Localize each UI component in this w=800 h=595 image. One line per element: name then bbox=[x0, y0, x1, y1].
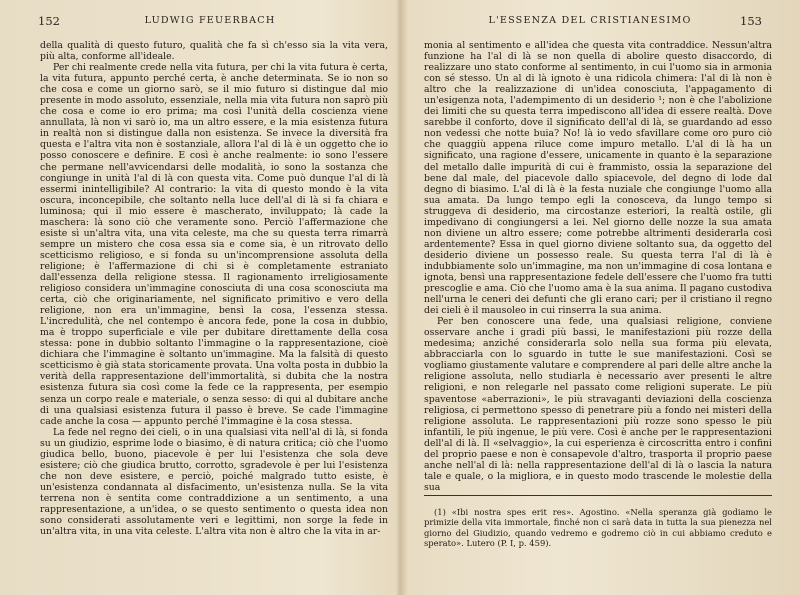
paragraph: della qualità di questo futuro, qualità che fa sì ch'esso sia la vita vera, più alta, conforme all'ideale. bbox=[40, 40, 388, 63]
paragraph: Per ben conoscere una fede, una qualsiasi religione, conviene osservare anche i gradi più bassi, le manifestazioni più rozze della medesima; anziché considerarla solo nella sua forma più elevata, abbracciarla con lo sguardo in tutte le sue manifestazioni. Così se vogliamo giustamente valutare e comprendere al pari delle altre anche la religione assoluta, nello studiarla è necessario aver presenti le altre religioni, e non relegarle nel passato come religioni superate. Le più spaventose «aberrazioni», le più stravaganti deviazioni della coscienza religiosa, ci permettono spesso di penetrare più a fondo nei misteri della religione assoluta. Le rappresentazioni più rozze sono spesso le più infantili, le più ingenue, le più vere. Così è anche per le rappresentazioni dell'al di là. Il «selvaggio», la cui esperienza è circoscritta entro i confini del proprio paese e non è consapevole d'altro, trasporta il proprio paese anche nell'al di là: nella rappresentazione dell'al di là o lascia la natura tale e quale, o la migliora, e in questo modo trascende le molestie della sua bbox=[424, 316, 772, 493]
paragraph: Per chi realmente crede nella vita futura, per chi la vita futura è certa, la vita futura, appunto perché certa, è anche determinata. Se io non so che cosa e come un giorno sarò, se il mio futuro si distingue dal mio presente in modo assoluto, essenziale, nella mia vita futura non saprò più che cosa e come io ero prima; ma così l'unità della coscienza viene annullata, là non vi sarò io, ma un altro essere, e la mia esistenza futura in realtà non si distingue dalla non esistenza. Se invece la diversità fra questa e l'altra vita non è sostanziale, allora l'al di là è un oggetto che io posso conoscere e definire. E così è anche realmente: io sono l'essere che permane nell'avvicendarsi delle modalità, io sono la sostanza che congiunge in unità l'al di là con questa vita. Come può dunque l'al di là essermi inintelligibile? Al contrario: la vita di questo mondo è la vita oscura, inconcepibile, che soltanto nella luce dell'al di là si fa chiara e luminosa; qui il mio essere è mascherato, inviluppato; là cade la maschera: là sono ciò che veramente sono. Perciò l'affermazione che esiste sì un'altra vita, una vita celeste, ma che su questa terra rimarrà sempre un mistero che cosa essa sia e come sia, è un ritrovato dello scetticismo religioso, e si fonda su un'incomprensione assoluta della religione; è l'affermazione di chi si è completamente estraniato dall'essenza della religione stessa. Il ragionamento irreligiosamente religioso considera un'immagine conosciuta di una cosa sconosciuta ma certa, ciò che originariamente, nel significato primitivo e vero della religione, non era un'immagine, bensì la cosa, l'essenza stessa. L'incredulità, che nel contempo è ancora fede, pone la cosa in dubbio, ma è troppo superficiale e vile per dubitare direttamente della cosa stessa: pone in dubbio soltanto l'immagine o la rappresentazione, cioè dichiara che l'immagine è soltanto un'immagine. Ma la falsità di questo scetticismo è già stata storicamente provata. Una volta posta in dubbio la verità della rappresentazione dell'immortalità, si dubita che la nostra esistenza futura sia così come la fede ce la rappresenta, per esempio senza un corpo reale e materiale, o senza sesso: di qui al dubitare anche di una qualsiasi esistenza futura il passo è breve. Se cade l'immagine cade anche la cosa — appunto perché l'immagine è la cosa stessa. bbox=[40, 62, 388, 427]
page-number-left: 152 bbox=[38, 14, 60, 28]
paragraph: monia al sentimento e all'idea che questa vita contraddice. Nessun'altra funzione ha l'al di là se non quella di abolire questo disaccordo, di realizzare uno stato conforme al sentimento, in cui l'uomo sia in armonia con sé stesso. Un al di là ignoto è una ridicola chimera: l'al di là non è altro che la realizzazione di un'idea conosciuta, l'appagamento di un'esigenza nota, l'adempimento di un desiderio ¹; non è che l'abolizione dei limiti che su questa terra impediscono all'idea di essere realtà. Dove sarebbe il conforto, dove il significato dell'al di là, se guardando ad esso non vedessi che notte buia? No! là io vedo sfavillare come oro puro ciò che quaggiù appena riluce come impuro metallo. L'al di là ha un significato, una ragione d'essere, unicamente in quanto è la separazione del metallo dalle impurità di cui è frammisto, ossia la separazione del bene dal male, del piacevole dallo spiacevole, del degno di lode dal degno di biasimo. L'al di là è la festa nuziale che congiunge l'uomo alla sua amata. Da lungo tempo egli la conosceva, da lungo tempo si struggeva di desiderio, ma circostanze esteriori, la realtà ostile, gli impedivano di congiungersi a lei. Nel giorno delle nozze la sua amata non diviene un altro essere; come potrebbe altrimenti desiderarla così ardentemente? Essa in quel giorno diviene soltanto sua, da oggetto del desiderio diviene un possesso reale. Su questa terra l'al di là è indubbiamente solo un'immagine, ma non un'immagine di cosa lontana e ignota, bensì una rappresentazione fedele dell'essere che l'uomo fra tutti prescoglie e ama. Ciò che l'uomo ama è la sua anima. Il pagano custodiva nell'urna le ceneri dei defunti che gli erano cari; per il cristiano il regno dei cieli è il mausoleo in cui rinserra la sua anima. bbox=[424, 40, 772, 317]
footnote-divider bbox=[424, 495, 772, 496]
right-page bbox=[400, 0, 800, 595]
left-body-text bbox=[40, 40, 388, 537]
right-body-text bbox=[424, 40, 772, 493]
paragraph: La fede nel regno dei cieli, o in una qualsiasi vita nell'al di là, si fonda su un giudizio, esprime lode o biasimo, è di natura critica; ciò che l'uomo giudica bello, buono, piacevole è per lui l'esistenza che sola deve esistere; ciò che giudica brutto, corrotto, sgradevole è per lui l'esistenza che non deve esistere, e perciò, poiché malgrado tutto esiste, è un'esistenza condannata al disfacimento, un'esistenza nulla. Se la vita terrena non è sentita come contraddizione a un sentimento, a una rappresentazione, a un'idea, o se questo sentimento o questa idea non sono considerati assolutamente veri e legittimi, non sorge la fede in un'altra vita, in una vita celeste. L'altra vita non è altro che la vita in ar- bbox=[40, 426, 388, 538]
footnote-text: (1) «Ibi nostra spes erit res». Agostino. «Nella speranza già godiamo le primizie della vita immortale, finché non ci sarà data in tutta la sua pienezza nel giorno del Giudizio, quando vedremo e godremo ciò in cui abbiamo creduto e sperato». Lutero (P. I, p. 459). bbox=[424, 507, 772, 548]
page-number-right: 153 bbox=[740, 14, 762, 28]
left-header bbox=[38, 14, 382, 28]
footnote bbox=[424, 507, 772, 548]
right-header bbox=[418, 14, 762, 28]
running-head-left: LUDWIG FEUERBACH bbox=[144, 15, 276, 26]
running-head-right: L'ESSENZA DEL CRISTIANESIMO bbox=[488, 15, 692, 26]
